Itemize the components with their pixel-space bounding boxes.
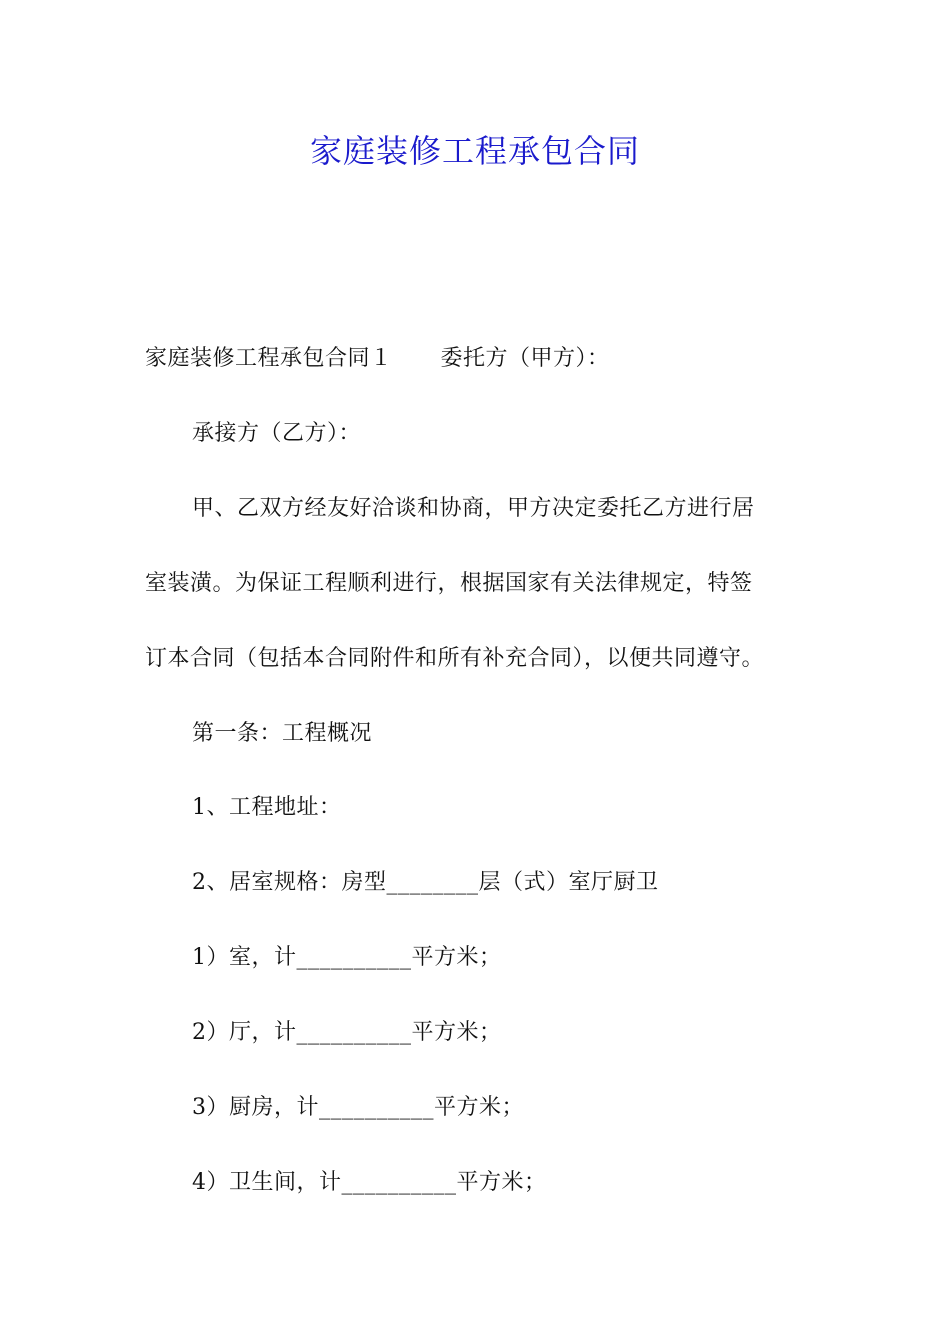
contract-heading-line [145,344,610,374]
preamble-line-3: 订本合同（包括本合同附件和所有补充合同），以便共同遵守。 [145,646,765,671]
preamble-line-1: 甲、乙双方经友好洽谈和协商，甲方决定委托乙方进行居 [192,496,755,521]
contract-subtitle: 家庭装修工程承包合同１ [145,346,393,371]
contractor-party-label: 承接方（乙方）： [192,421,362,446]
preamble-line-2: 室装潢。为保证工程顺利进行，根据国家有关法律规定，特签 [145,571,753,596]
bathroom-area-item: 4）卫生间，计__________平方米； [192,1170,547,1195]
article-1-heading: 第一条：工程概况 [192,721,373,746]
document-title: 家庭装修工程承包合同 [309,132,640,170]
project-address-item: 1、工程地址： [192,795,342,820]
room-spec-item: 2、居室规格：房型________层（式）室厅厨卫 [192,870,659,895]
client-party-label: 委托方（甲方）： [440,346,610,371]
hall-area-item: 2）厅，计__________平方米； [192,1020,502,1045]
kitchen-area-item: 3）厨房，计__________平方米； [192,1095,524,1120]
room-area-item: 1）室，计__________平方米； [192,945,502,970]
